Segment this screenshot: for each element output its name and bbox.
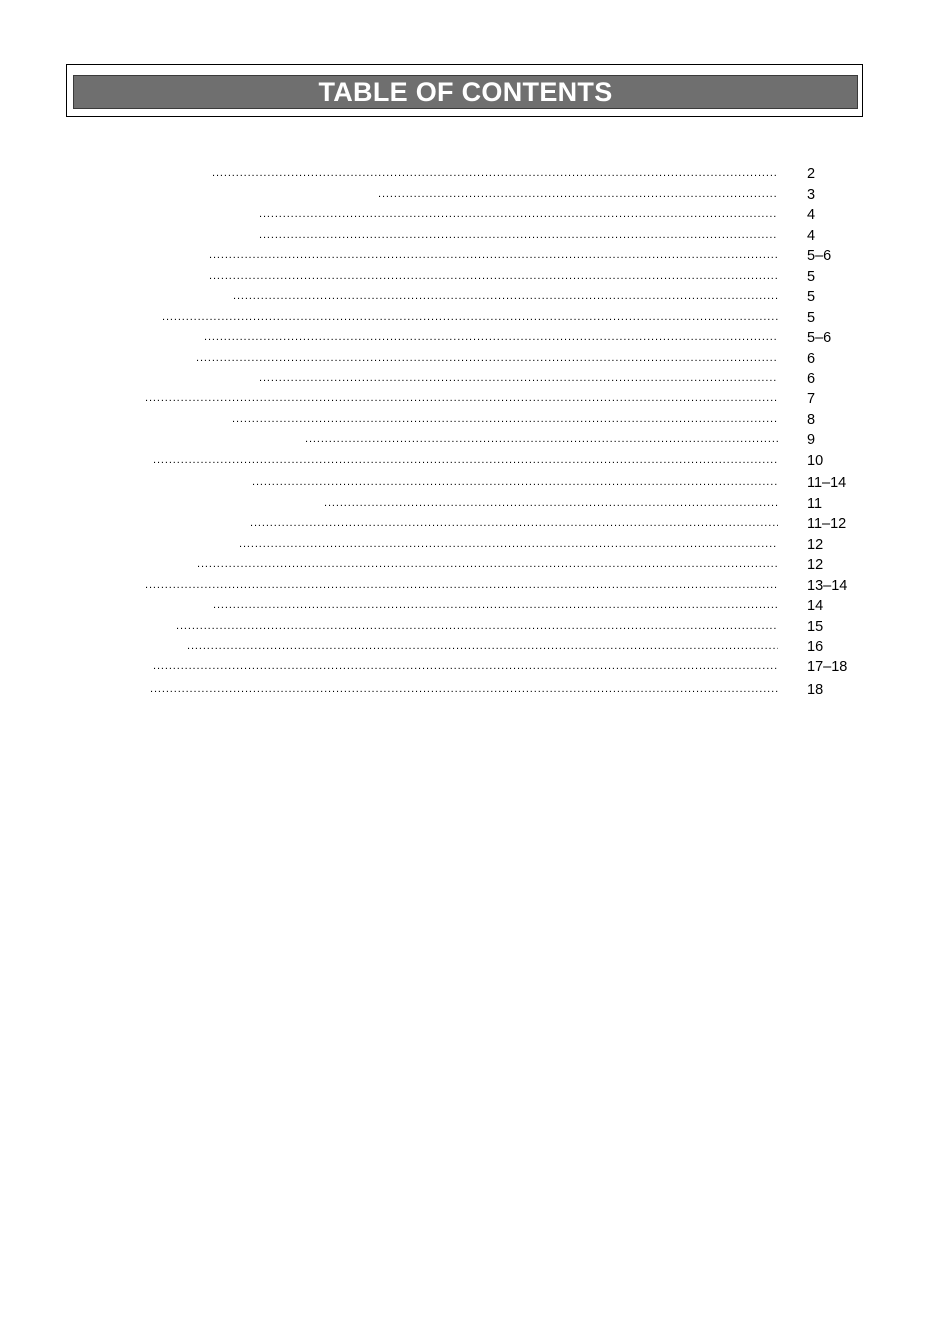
toc-entry <box>0 430 934 450</box>
dot-leader <box>209 249 778 261</box>
page-number: 5 <box>807 289 816 305</box>
page-number: 12 <box>807 557 824 573</box>
dot-leader <box>305 433 778 445</box>
page-number: 6 <box>807 371 816 387</box>
dot-leader <box>259 208 778 220</box>
page-number: 16 <box>807 639 824 655</box>
page-title: TABLE OF CONTENTS <box>318 76 613 107</box>
toc-entry <box>0 657 934 677</box>
dot-leader <box>324 497 778 509</box>
dot-leader <box>197 558 778 570</box>
toc-entry <box>0 637 934 657</box>
page-number: 5–6 <box>807 248 832 264</box>
dot-leader <box>212 167 778 179</box>
dot-leader <box>145 579 778 591</box>
toc-entry <box>0 287 934 307</box>
toc-entry <box>0 680 934 700</box>
toc-entry <box>0 205 934 225</box>
toc-entry <box>0 596 934 616</box>
toc-entry <box>0 246 934 266</box>
toc-entry <box>0 494 934 514</box>
dot-leader <box>145 392 778 404</box>
toc-entry <box>0 267 934 287</box>
page-number: 14 <box>807 598 824 614</box>
page-number: 9 <box>807 432 816 448</box>
page-number: 7 <box>807 391 816 407</box>
page-number: 4 <box>807 228 816 244</box>
toc-entry <box>0 473 934 493</box>
dot-leader <box>259 372 778 384</box>
dot-leader <box>153 660 778 672</box>
toc-entry <box>0 328 934 348</box>
dot-leader <box>196 352 778 364</box>
page-number: 11 <box>807 496 823 512</box>
page-number: 11–14 <box>807 475 847 491</box>
toc-entry <box>0 535 934 555</box>
dot-leader <box>252 476 778 488</box>
dot-leader <box>259 229 778 241</box>
toc-entry <box>0 389 934 409</box>
page-number: 5 <box>807 310 816 326</box>
page-number: 15 <box>807 619 824 635</box>
dot-leader <box>250 517 778 529</box>
toc-entry <box>0 617 934 637</box>
dot-leader <box>162 311 778 323</box>
dot-leader <box>150 683 778 695</box>
toc-entry <box>0 369 934 389</box>
page-number: 10 <box>807 453 824 469</box>
toc-entry <box>0 514 934 534</box>
page-number: 4 <box>807 207 816 223</box>
dot-leader <box>204 331 778 343</box>
page-number: 3 <box>807 187 816 203</box>
dot-leader <box>232 413 778 425</box>
page-number: 6 <box>807 351 816 367</box>
toc-entry <box>0 308 934 328</box>
dot-leader <box>213 599 778 611</box>
dot-leader <box>378 188 778 200</box>
page-number: 5 <box>807 269 816 285</box>
page-number: 11–12 <box>807 516 847 532</box>
dot-leader <box>187 640 778 652</box>
toc-entry <box>0 555 934 575</box>
dot-leader <box>239 538 778 550</box>
page-number: 5–6 <box>807 330 832 346</box>
page-number: 12 <box>807 537 824 553</box>
toc-entry <box>0 185 934 205</box>
dot-leader <box>176 620 778 632</box>
page-number: 13–14 <box>807 578 848 594</box>
dot-leader <box>153 454 778 466</box>
toc-entry <box>0 164 934 184</box>
page-number: 17–18 <box>807 659 848 675</box>
page-number: 2 <box>807 166 816 182</box>
dot-leader <box>209 270 778 282</box>
toc-entry <box>0 576 934 596</box>
toc-entry <box>0 349 934 369</box>
page-number: 18 <box>807 682 824 698</box>
toc-entry <box>0 451 934 471</box>
dot-leader <box>233 290 778 302</box>
toc-entry <box>0 410 934 430</box>
toc-entry <box>0 226 934 246</box>
page-number: 8 <box>807 412 816 428</box>
